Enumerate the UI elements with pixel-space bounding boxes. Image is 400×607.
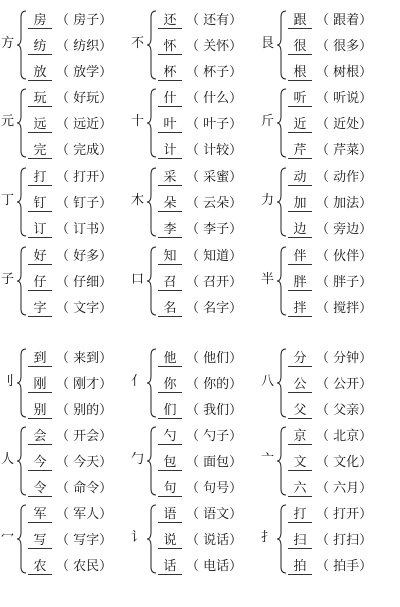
example-word: （ 仔细） <box>56 275 113 290</box>
character: 今 <box>28 455 52 471</box>
character-row <box>158 142 242 160</box>
example-word: （ 叶子） <box>186 117 243 132</box>
example-word: （ 面包） <box>186 455 243 470</box>
character: 句 <box>158 481 182 497</box>
curly-brace <box>16 426 28 496</box>
character-row <box>28 221 112 239</box>
character-row <box>288 90 372 108</box>
example-word: （ 纺织） <box>56 39 113 54</box>
character: 怀 <box>158 39 182 55</box>
character: 边 <box>288 222 312 238</box>
example-word: （ 动作） <box>316 170 373 185</box>
example-word: （ 关怀） <box>186 39 243 54</box>
radical-component: 八 <box>261 374 275 389</box>
curly-brace <box>276 167 288 237</box>
radical-component: 十 <box>131 114 145 129</box>
example-word: （ 很多） <box>316 39 373 54</box>
character-row <box>28 116 112 134</box>
character: 近 <box>288 117 312 133</box>
character-row <box>288 428 372 446</box>
example-word: （ 开会） <box>56 429 113 444</box>
character: 京 <box>288 429 312 445</box>
character: 很 <box>288 39 312 55</box>
example-word: （ 语文） <box>186 507 243 522</box>
example-word: （ 好玩） <box>56 91 113 106</box>
character-row <box>28 12 112 30</box>
character-row <box>288 221 372 239</box>
character: 杯 <box>158 65 182 81</box>
example-word: （ 树根） <box>316 65 373 80</box>
character-group <box>1 500 138 578</box>
curly-brace <box>276 10 288 80</box>
example-word: （ 军人） <box>56 507 113 522</box>
curly-brace <box>146 167 158 237</box>
radical-component: 艮 <box>261 36 275 51</box>
character: 召 <box>158 275 182 291</box>
character-group <box>261 500 398 578</box>
example-word: （ 加法） <box>316 196 373 211</box>
example-word: （ 完成） <box>56 143 113 158</box>
character: 根 <box>288 65 312 81</box>
radical-component: 元 <box>1 114 15 129</box>
character: 远 <box>28 117 52 133</box>
character-row <box>158 64 242 82</box>
character: 们 <box>158 403 182 419</box>
character: 到 <box>28 351 52 367</box>
character: 包 <box>158 455 182 471</box>
character: 会 <box>28 429 52 445</box>
character-row <box>28 480 112 498</box>
character: 钉 <box>28 196 52 212</box>
example-word: （ 什么） <box>186 91 243 106</box>
curly-brace <box>146 10 158 80</box>
curly-brace <box>146 504 158 574</box>
character-row <box>158 558 242 576</box>
example-word: （ 好多） <box>56 249 113 264</box>
curly-brace <box>276 246 288 316</box>
example-word: （ 旁边） <box>316 222 373 237</box>
example-word: （ 召开） <box>186 275 243 290</box>
character: 六 <box>288 481 312 497</box>
character-group <box>131 84 268 162</box>
curly-brace <box>276 88 288 158</box>
character: 还 <box>158 13 182 29</box>
character-group <box>131 344 268 422</box>
character-row <box>158 300 242 318</box>
character: 扫 <box>288 533 312 549</box>
character: 知 <box>158 249 182 265</box>
character-group <box>1 242 138 320</box>
character: 军 <box>28 507 52 523</box>
example-word: （ 你的） <box>186 377 243 392</box>
character-row <box>28 64 112 82</box>
example-word: （ 放学） <box>56 65 113 80</box>
character-group <box>131 163 268 241</box>
curly-brace <box>276 348 288 418</box>
example-word: （ 句号） <box>186 481 243 496</box>
character-group <box>1 6 138 84</box>
character: 朵 <box>158 196 182 212</box>
character: 字 <box>28 301 52 317</box>
character-row <box>28 142 112 160</box>
example-word: （ 房子） <box>56 13 113 28</box>
example-word: （ 电话） <box>186 559 243 574</box>
example-word: （ 近处） <box>316 117 373 132</box>
character: 订 <box>28 222 52 238</box>
character: 李 <box>158 222 182 238</box>
example-word: （ 云朵） <box>186 196 243 211</box>
radical-component: 亠 <box>261 452 275 467</box>
character: 房 <box>28 13 52 29</box>
character: 动 <box>288 170 312 186</box>
character-row <box>288 116 372 134</box>
character-row <box>28 38 112 56</box>
character-group <box>261 163 398 241</box>
character-row <box>158 428 242 446</box>
curly-brace <box>146 348 158 418</box>
character-row <box>288 300 372 318</box>
character-row <box>28 558 112 576</box>
curly-brace <box>16 10 28 80</box>
character: 语 <box>158 507 182 523</box>
character-row <box>28 454 112 472</box>
character-row <box>158 402 242 420</box>
example-word: （ 计较） <box>186 143 243 158</box>
character-row <box>158 12 242 30</box>
character-row <box>288 506 372 524</box>
character: 打 <box>288 507 312 523</box>
character: 他 <box>158 351 182 367</box>
radical-component: 力 <box>261 193 275 208</box>
character: 放 <box>28 65 52 81</box>
example-word: （ 采蜜） <box>186 170 243 185</box>
character-row <box>158 38 242 56</box>
character-group <box>1 84 138 162</box>
example-word: （ 我们） <box>186 403 243 418</box>
character: 计 <box>158 143 182 159</box>
example-word: （ 打开） <box>56 170 113 185</box>
character-row <box>158 480 242 498</box>
character-row <box>28 169 112 187</box>
curly-brace <box>16 348 28 418</box>
example-word: （ 听说） <box>316 91 373 106</box>
character-row <box>28 300 112 318</box>
example-word: （ 打扫） <box>316 533 373 548</box>
character-row <box>28 90 112 108</box>
example-word: （ 六月） <box>316 481 373 496</box>
character-row <box>158 248 242 266</box>
character-row <box>28 428 112 446</box>
curly-brace <box>16 504 28 574</box>
example-word: （ 他们） <box>186 351 243 366</box>
example-word: （ 别的） <box>56 403 113 418</box>
example-word: （ 分钟） <box>316 351 373 366</box>
character: 跟 <box>288 13 312 29</box>
example-word: （ 刚才） <box>56 377 113 392</box>
example-word: （ 农民） <box>56 559 113 574</box>
example-word: （ 胖子） <box>316 275 373 290</box>
character-row <box>28 532 112 550</box>
character: 说 <box>158 533 182 549</box>
character-group <box>1 344 138 422</box>
character-row <box>158 532 242 550</box>
character-group <box>1 163 138 241</box>
example-word: （ 公开） <box>316 377 373 392</box>
character-group <box>261 242 398 320</box>
character-row <box>158 506 242 524</box>
example-word: （ 命令） <box>56 481 113 496</box>
character-group <box>131 422 268 500</box>
example-word: （ 还有） <box>186 13 243 28</box>
radical-component: 丁 <box>1 193 15 208</box>
character-row <box>158 350 242 368</box>
character: 你 <box>158 377 182 393</box>
example-word: （ 订书） <box>56 222 113 237</box>
character: 名 <box>158 301 182 317</box>
character-row <box>288 480 372 498</box>
character-group <box>1 422 138 500</box>
character: 仔 <box>28 275 52 291</box>
character-row <box>28 195 112 213</box>
character-group <box>131 242 268 320</box>
character-row <box>28 274 112 292</box>
curly-brace <box>16 246 28 316</box>
character-row <box>158 274 242 292</box>
character-row <box>288 274 372 292</box>
example-word: （ 父亲） <box>316 403 373 418</box>
character-group <box>261 422 398 500</box>
character: 勺 <box>158 429 182 445</box>
character: 写 <box>28 533 52 549</box>
radical-component: 方 <box>1 36 15 51</box>
character-group <box>131 500 268 578</box>
character-row <box>158 90 242 108</box>
character: 伴 <box>288 249 312 265</box>
character-row <box>288 195 372 213</box>
character: 文 <box>288 455 312 471</box>
example-word: （ 北京） <box>316 429 373 444</box>
radical-component: 口 <box>131 272 145 287</box>
character: 拍 <box>288 559 312 575</box>
example-word: （ 拍手） <box>316 559 373 574</box>
character: 打 <box>28 170 52 186</box>
character: 刚 <box>28 377 52 393</box>
character-row <box>158 169 242 187</box>
character-row <box>28 402 112 420</box>
radical-component: 木 <box>131 193 145 208</box>
radical-component: 冖 <box>1 530 15 545</box>
character: 纺 <box>28 39 52 55</box>
radical-component: 讠 <box>131 530 145 545</box>
character: 叶 <box>158 117 182 133</box>
character: 好 <box>28 249 52 265</box>
example-word: （ 伙伴） <box>316 249 373 264</box>
radical-component: 扌 <box>261 530 275 545</box>
character-group <box>131 6 268 84</box>
example-word: （ 勺子） <box>186 429 243 444</box>
curly-brace <box>146 88 158 158</box>
character-group <box>261 84 398 162</box>
example-word: （ 今天） <box>56 455 113 470</box>
character-row <box>158 376 242 394</box>
curly-brace <box>16 167 28 237</box>
example-word: （ 文化） <box>316 455 373 470</box>
example-word: （ 李子） <box>186 222 243 237</box>
radical-component: 子 <box>1 272 15 287</box>
radical-component: 刂 <box>1 374 15 389</box>
character: 分 <box>288 351 312 367</box>
character: 话 <box>158 559 182 575</box>
character-row <box>288 376 372 394</box>
character-row <box>288 454 372 472</box>
character-row <box>28 376 112 394</box>
character: 拌 <box>288 301 312 317</box>
character-row <box>28 506 112 524</box>
character-group <box>261 6 398 84</box>
example-word: （ 知道） <box>186 249 243 264</box>
character-row <box>158 116 242 134</box>
example-word: （ 跟着） <box>316 13 373 28</box>
character: 父 <box>288 403 312 419</box>
character-row <box>288 169 372 187</box>
character: 别 <box>28 403 52 419</box>
character-row <box>288 142 372 160</box>
curly-brace <box>146 246 158 316</box>
example-word: （ 杯子） <box>186 65 243 80</box>
character-row <box>288 532 372 550</box>
radical-component: 斤 <box>261 114 275 129</box>
radical-component: 不 <box>131 36 145 51</box>
character: 完 <box>28 143 52 159</box>
character: 听 <box>288 91 312 107</box>
example-word: （ 说话） <box>186 533 243 548</box>
character-row <box>288 64 372 82</box>
character-row <box>28 350 112 368</box>
radical-component: 勹 <box>131 452 145 467</box>
character-row <box>158 221 242 239</box>
example-word: （ 远近） <box>56 117 113 132</box>
example-word: （ 文字） <box>56 301 113 316</box>
character: 什 <box>158 91 182 107</box>
example-word: （ 写字） <box>56 533 113 548</box>
character-row <box>158 195 242 213</box>
character-row <box>288 12 372 30</box>
character-row <box>288 38 372 56</box>
character-row <box>288 558 372 576</box>
example-word: （ 钉子） <box>56 196 113 211</box>
curly-brace <box>16 88 28 158</box>
example-word: （ 名字） <box>186 301 243 316</box>
curly-brace <box>276 426 288 496</box>
character-row <box>288 248 372 266</box>
curly-brace <box>146 426 158 496</box>
radical-component: 人 <box>1 452 15 467</box>
character: 采 <box>158 170 182 186</box>
example-word: （ 打开） <box>316 507 373 522</box>
character: 农 <box>28 559 52 575</box>
example-word: （ 来到） <box>56 351 113 366</box>
character: 公 <box>288 377 312 393</box>
character: 芹 <box>288 143 312 159</box>
character-row <box>158 454 242 472</box>
character-row <box>28 248 112 266</box>
character-group <box>261 344 398 422</box>
character: 胖 <box>288 275 312 291</box>
character: 加 <box>288 196 312 212</box>
character-row <box>288 402 372 420</box>
radical-component: 亻 <box>131 374 145 389</box>
example-word: （ 芹菜） <box>316 143 373 158</box>
character-row <box>288 350 372 368</box>
character: 令 <box>28 481 52 497</box>
character: 玩 <box>28 91 52 107</box>
radical-component: 半 <box>261 272 275 287</box>
curly-brace <box>276 504 288 574</box>
example-word: （ 搅拌） <box>316 301 373 316</box>
